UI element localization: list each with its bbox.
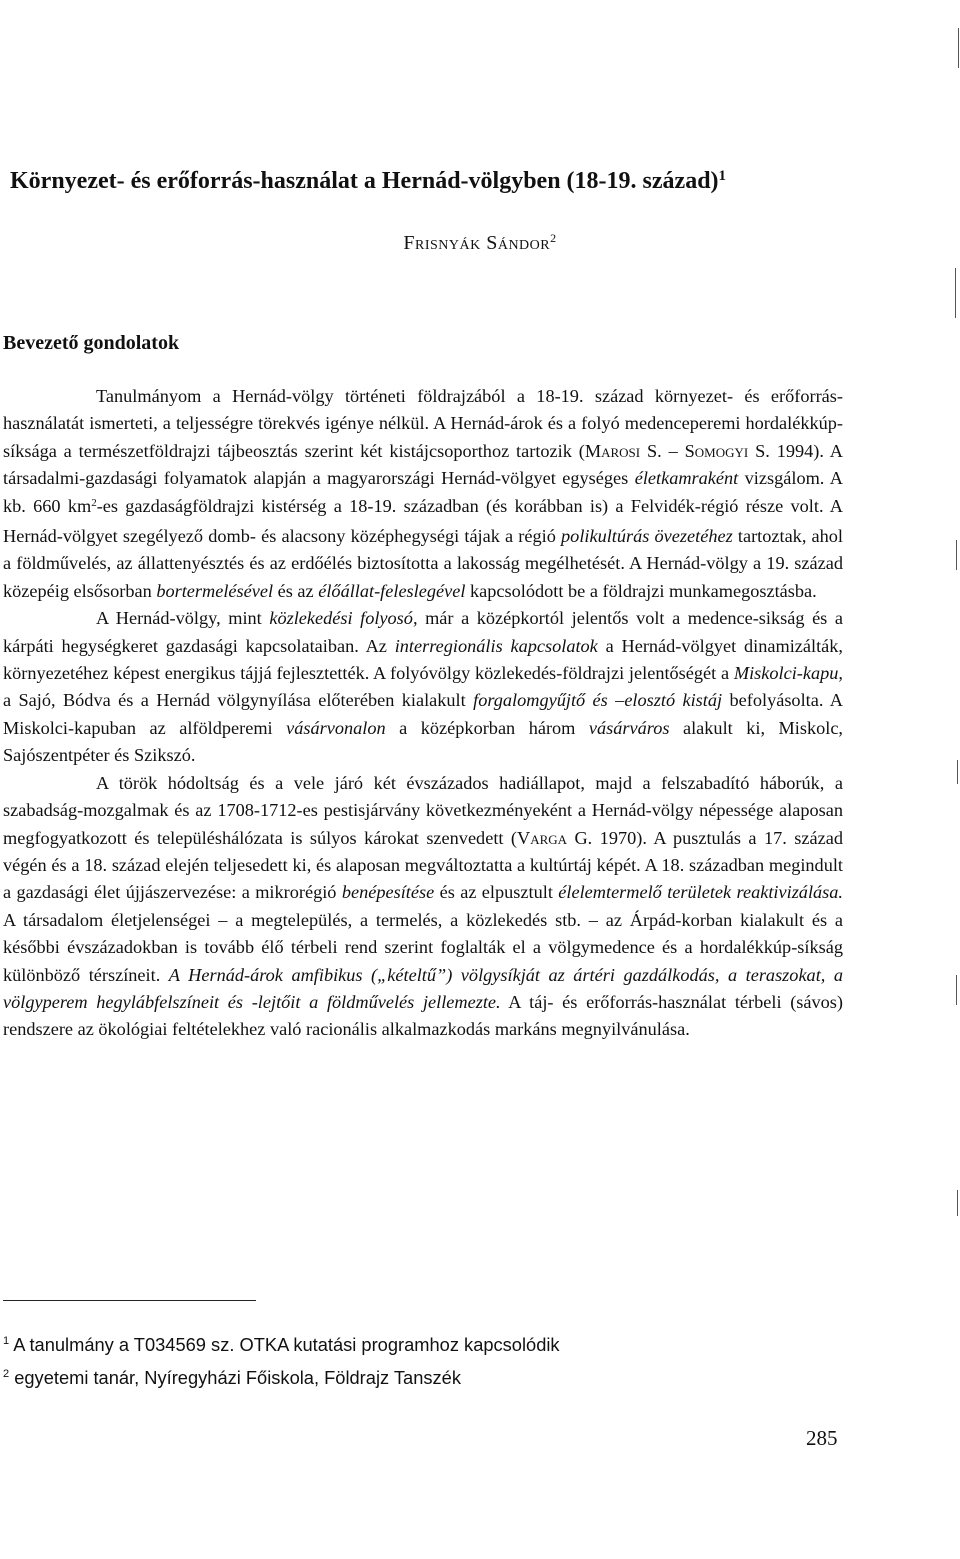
- emphasis: forgalomgyűjtő és –elosztó kistáj: [473, 690, 723, 711]
- page-number: 285: [806, 1426, 838, 1450]
- text-run: 1970). A pusztulás a 17. század végén és a 18. század elején teljesedett ki, és alaposan megváltoztatta a kultúrtáj képét. A 18. században megindult a gazdasági élet újjászervezése: a mikrorégió: [3, 827, 843, 903]
- paragraph-2: [3, 605, 843, 769]
- section-heading: Bevezető gondolatok: [3, 332, 180, 354]
- text-run: A táj- és erőforrás-használat térbeli (sávos) rendszere az ökológiai feltételekhez való racionális alkalmazkodás markáns megnyilvánulása.: [3, 991, 844, 1040]
- footnote-text: A tanulmány a T034569 sz. OTKA kutatási programhoz kapcsolódik: [13, 1334, 560, 1355]
- emphasis: A Hernád-árok amfibikus („kételtű”) völgysíkját az ártéri gazdálkodás, a teraszokat, a völgyperem hegylábfelszíneit és -lejtőit a földművelés jellemezte.: [3, 964, 844, 1012]
- text-run: és az elpusztult: [434, 882, 559, 903]
- scan-edge-mark: [955, 268, 956, 318]
- paragraph-1: [3, 383, 843, 605]
- text-run: Tanulmányom a Hernád-völgy történeti földrajzából a 18-19. század környezet- és erőforrás-használatát ismerteti, a teljességre törekvés igénye nélkül. A Hernád-árok és a folyó medenceperemi hordalékkúp-síksága a természetföldrajzi tájbeosztás szerint két kistájcsoporthoz tartozik (: [3, 386, 843, 461]
- text-run: a középkorban három: [385, 717, 589, 738]
- text-run: alakult ki, Miskolc, Sajószentpéter és Szikszó.: [3, 717, 844, 766]
- author-footnote-mark: 2: [550, 231, 557, 245]
- text-run: már a középkortól jelentős volt a medence-sikság és a kárpáti hegységkeret gazdasági kapcsolataiban. Az: [3, 608, 843, 656]
- scan-edge-mark: [957, 760, 958, 784]
- emphasis: bortermelésével: [156, 580, 274, 601]
- footnote-2: [3, 1363, 903, 1396]
- title-footnote-mark: 1: [718, 168, 727, 184]
- footnotes: [3, 1330, 903, 1396]
- footnote-text: egyetemi tanár, Nyíregyházi Főiskola, Földrajz Tanszék: [14, 1367, 461, 1388]
- author-line: [0, 232, 960, 255]
- emphasis: Miskolci-kapu,: [733, 663, 843, 684]
- paragraph-3: [3, 770, 843, 1044]
- emphasis: élőállat-feleslegével: [318, 580, 466, 601]
- text-run: kapcsolódott be a földrajzi munkamegosztásba.: [465, 580, 817, 601]
- text-run: vizsgálom. A kb. 660 km: [3, 468, 843, 516]
- text-run: A Hernád-völgy, mint: [96, 608, 270, 629]
- scan-edge-mark: [958, 28, 959, 68]
- footnote-separator: [3, 1300, 256, 1301]
- emphasis: vásárváros: [588, 717, 670, 738]
- scan-edge-mark: [957, 1190, 958, 1216]
- emphasis: élelemtermelő területek reaktivizálása.: [558, 882, 843, 903]
- text-run: -es gazdaságföldrajzi kistérség a 18-19. században (és korábban is) a Felvidék-régió része volt. A Hernád-völgyet szegélyező domb- és alacsony középhegységi tájak a régió: [3, 495, 843, 547]
- emphasis: vásárvonalon: [286, 717, 386, 738]
- scan-edge-mark: [956, 975, 957, 1005]
- text-run: A török hódoltság és a vele járó két évszázados hadiállapot, majd a felszabadító háborúk, a szabadság-mozgalmak és az 1708-1712-es pestisjárvány következményeként a Hernád-völgy népessége alaposan megfogyatkozott és településhálózata is súlyos károkat szenvedett (: [3, 772, 843, 848]
- scan-edge-mark: [956, 540, 957, 570]
- footnote-mark: 1: [3, 1335, 10, 1347]
- text-run: a Hernád-völgyet dinamizálták, környezetéhez képest energikus tájjá fejlesztették. A folyóvölgy közlekedés-földrajzi jelentőségét a: [3, 635, 843, 684]
- body-text: [3, 383, 843, 1044]
- text-run: A társadalom életjelenségei – a megtelepülés, a termelés, a közlekedés stb. – az Árpád-korban kialakult és a későbbi évszázadokban is tovább élő térbeli rend szerint foglalták el a völgymedence és a hordalékkúp-síkság különböző térszíneit.: [3, 909, 843, 985]
- superscript: 2: [91, 496, 97, 509]
- text-run: befolyásolta. A Miskolci-kapuban az alföldperemi: [3, 690, 844, 738]
- emphasis: életkamraként: [634, 468, 739, 489]
- footnote-1: [3, 1330, 903, 1363]
- emphasis: polikultúrás övezetéhez: [561, 526, 733, 547]
- citation: Varga G.: [517, 827, 593, 848]
- emphasis: interregionális kapcsolatok: [394, 635, 598, 656]
- text-run: tartoztak, ahol a földművelés, az állattenyésztés és az erdőélés biztosította a lakosság megélhetését. A Hernád-völgy a 19. század közepéig elsősorban: [3, 526, 844, 601]
- title-text: Környezet- és erőforrás-használat a Hernád-völgyben (18-19. század): [10, 168, 719, 194]
- citation: Marosi S. – Somogyi S.: [584, 440, 770, 461]
- article-title: [10, 166, 950, 199]
- footnote-mark: 2: [3, 1368, 10, 1380]
- text-run: 1994). A társadalmi-gazdasági folyamatok alapján a magyarországi Hernád-völgyet egységes: [3, 440, 843, 489]
- text-run: a Sajó, Bódva és a Hernád völgynyílása előterében kialakult: [3, 690, 474, 711]
- emphasis: közlekedési folyosó,: [269, 608, 418, 629]
- emphasis: benépesítése: [341, 882, 435, 903]
- text-run: és az: [273, 580, 319, 601]
- author-name: Frisnyák Sándor: [403, 232, 551, 254]
